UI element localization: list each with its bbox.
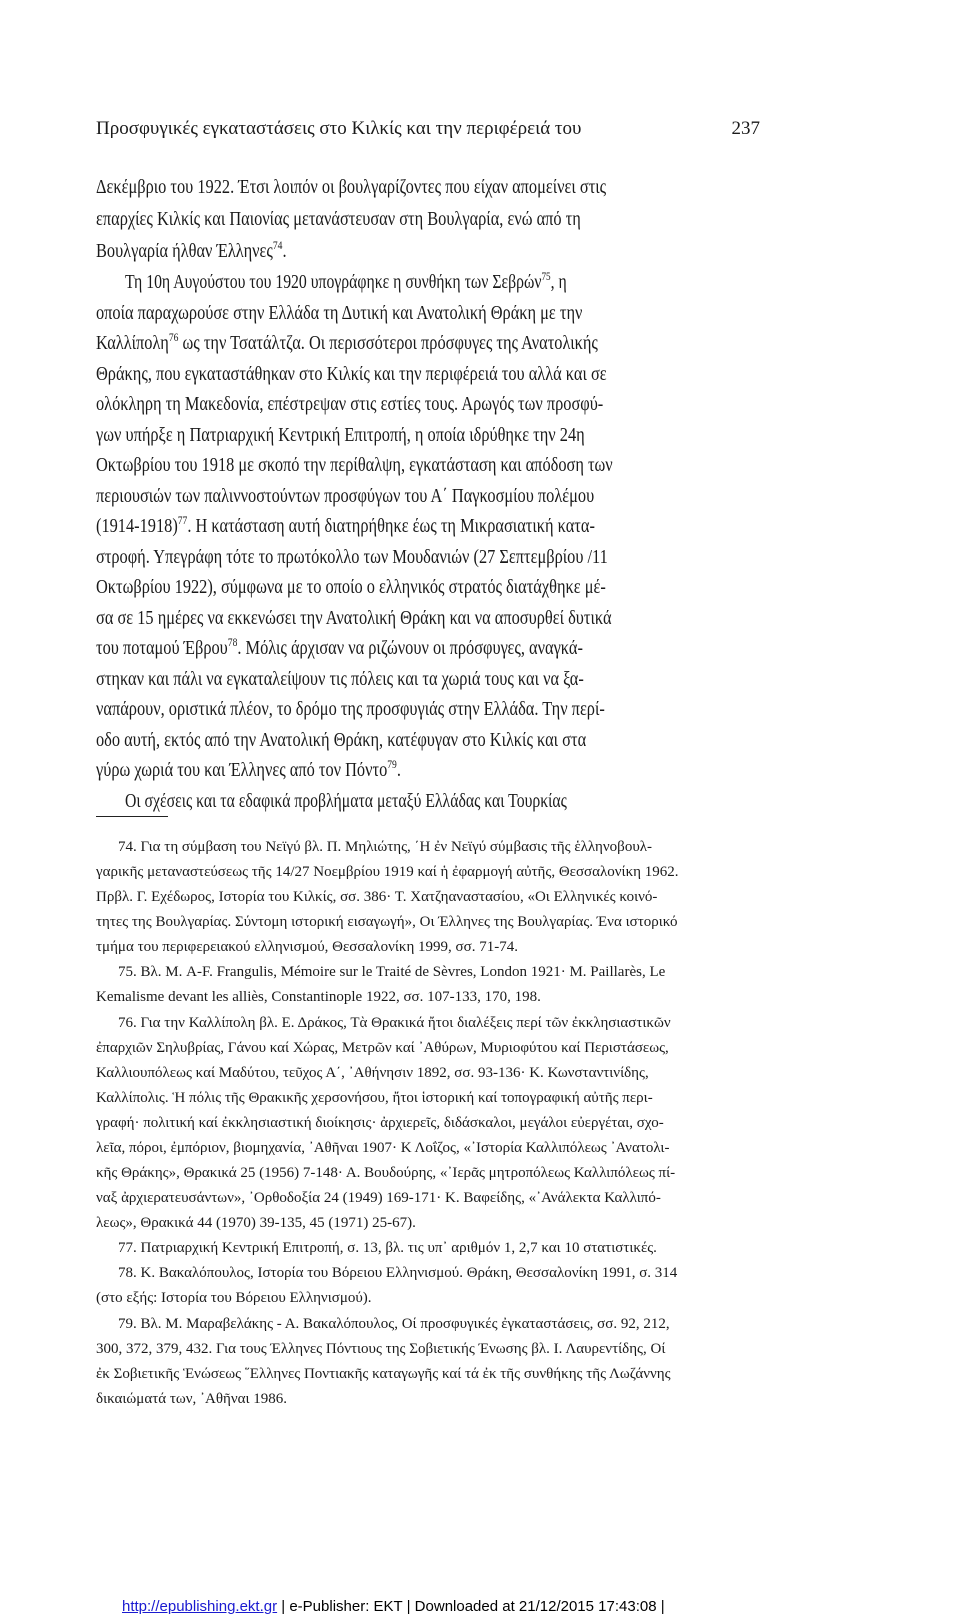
footnote-text: (στο εξής: Ιστορία του Βόρειου Ελληνισμού). [96,1290,372,1306]
footnote-text: ναξ ἀρχιερατευσάντων», ᾿Ορθοδοξία 24 (1949) 169-171· Κ. Βαφείδης, «᾿Ανάλεκτα Καλλιπό- [96,1190,661,1206]
body-line [96,364,862,385]
footnote-text: γραφή· πολιτική καί ἐκκλησιαστική διοίκησις· ἀρχιερεῖς, διδάσκαλοι, μεγάλοι εὐεργέται, σχο- [96,1115,664,1131]
body-line-text: Οκτωβρίου του 1918 με σκοπό την περίθαλψη, εγκατάσταση και απόδοση των [96,454,613,476]
footer-info: | e-Publisher: EKT | Downloaded at 21/12/2015 17:43:08 | [277,1598,665,1615]
footnote-line [96,865,678,880]
body-line [96,730,862,751]
body-line-text: ως την Τσατάλτζα. Οι περισσότεροι πρόσφυγες της Ανατολικής [178,332,598,354]
footnote-line [96,1041,669,1056]
body-line-text: στηκαν και πάλι να εγκαταλείψουν τις πόλεις και τα χωριά τους και να ξα- [96,668,584,690]
footnote-line [96,1367,671,1382]
body-line [96,577,862,598]
footnote-divider [96,816,168,817]
body-line-text: του ποταμού Έβρου [96,637,228,659]
footnote-ref[interactable]: 76 [168,330,179,344]
footnote-text: Πρβλ. Γ. Εχέδωρος, Ιστορία του Κιλκίς, σσ. 386· Τ. Χατζηαναστασίου, «Οι Ελληνικές κοινό- [96,889,658,905]
body-line-text: Δεκέμβριο του 1922. Έτσι λοιπόν οι βουλγαρίζοντες που είχαν απομείνει στις [96,176,607,198]
footnote-ref[interactable]: 78 [227,635,238,649]
footnote-text: 74. Για τη σύμβαση του Νεϊγύ βλ. Π. Μηλιώτης, ΄Η ἐν Νεϊγύ σύμβασις τῆς ἑλληνοβουλ- [118,839,653,855]
body-line [96,608,862,629]
body-line-text: , η [550,271,567,293]
footnote-line [118,840,652,855]
body-line-text: Καλλίπολη [96,332,169,354]
body-line [96,547,862,568]
footnote-text: γαρικῆς μεταναστεύσεως τῆς 14/27 Νοεμβρίου 1919 καί ἡ ἐφαρμογή αὐτῆς, Θεσσαλονίκη 1962. [96,864,679,880]
footnote-line [118,1266,677,1281]
footnote-line [96,1191,661,1206]
body-line-text: Βουλγαρία ήλθαν Έλληνες [96,240,273,262]
body-line [96,177,862,198]
body-line-text: γων υπήρξε η Πατριαρχική Κεντρική Επιτροπή, η οποία ιδρύθηκε την 24η [96,424,585,446]
footnote-text: 79. Βλ. Μ. Μαραβελάκης - Α. Βακαλόπουλος, Οί προσφυγικές ἐγκαταστάσεις, σσ. 92, 212, [118,1316,670,1332]
body-line-text: οποία παραχωρούσε στην Ελλάδα τη Δυτική και Ανατολική Θράκη με την [96,302,583,324]
footnote-line [96,1066,649,1081]
footnote-line [96,1342,665,1357]
footnote-line [96,1116,664,1131]
body-line [96,330,862,354]
footnote-line [96,1216,416,1231]
body-line-text: Οι σχέσεις και τα εδαφικά προβλήματα μεταξύ Ελλάδας και Τουρκίας [125,790,567,812]
body-line-text: οδο αυτή, εκτός από την Ανατολική Θράκη, κατέφυγαν στο Κιλκίς και στα [96,729,587,751]
body-line [125,791,862,812]
footnote-ref[interactable]: 79 [387,757,397,771]
footnote-line [118,1241,657,1256]
footnote-text: τμήμα του περιφερειακού ελληνισμού, Θεσσαλονίκη 1999, σσ. 71-74. [96,939,518,955]
footnote-line [96,990,541,1005]
footnote-line [118,1016,671,1031]
footnote-line [96,1166,675,1181]
body-line-text: ναπάρουν, οριστικά πλέον, το δρόμο της προσφυγιάς στην Ελλάδα. Την περί- [96,698,605,720]
body-line-text: γύρω χωριά του και Έλληνες από τον Πόντο [96,759,388,781]
running-head [96,118,760,140]
body-line [125,269,862,293]
footnote-text: 75. Βλ. Μ. A-F. Frangulis, Mémoire sur le Traité de Sèvres, London 1921· M. Paillarès, Le [118,964,666,980]
body-line [96,455,862,476]
body-line-text: . [396,759,401,781]
body-line-text: ολόκληρη τη Μακεδονία, επέστρεψαν στις εστίες τους. Αρωγός των προσφύ- [96,393,604,415]
body-line-text: περιουσιών των παλιννοστούντων προσφύγων του Α΄ Παγκοσμίου πολέμου [96,485,595,507]
footnote-line [96,890,657,905]
body-line [96,635,862,659]
footnote-line [96,915,677,930]
footnote-text: 300, 372, 379, 432. Για τους Έλληνες Πόντιους της Σοβιετικής Ένωσης βλ. Ι. Λαυρεντίδης, Οί [96,1341,666,1357]
footnote-line [96,1392,287,1407]
body-line-text: Οκτωβρίου 1922), σύμφωνα με το οποίο ο ελληνικός στρατός διατάχθηκε μέ- [96,576,606,598]
body-line-text: Θράκης, που εγκαταστάθηκαν στο Κιλκίς και την περιφέρειά του αλλά και σε [96,363,607,385]
footnote-text: ἐπαρχιῶν Σηλυβρίας, Γάνου καί Χώρας, Μετρῶν καί ᾿Αθύρων, Μυριοφύτου καί Περιστάσεως, [96,1040,669,1056]
footnote-text: δικαιώματά των, ᾿Αθῆναι 1986. [96,1391,288,1407]
body-line-text: . Η κατάσταση αυτή διατηρήθηκε έως τη Μικρασιατική κατα- [187,515,595,537]
footnote-line [96,1091,653,1106]
body-line-text: (1914-1918) [96,515,178,537]
footnote-text: 78. Κ. Βακαλόπουλος, Ιστορία του Βόρειου Ελληνισμού. Θράκη, Θεσσαλονίκη 1991, σ. 314 [118,1265,678,1281]
download-footer [122,1598,665,1615]
running-head-title: Προσφυγικές εγκαταστάσεις στο Κιλκίς και την περιφέρειά του [96,118,582,139]
body-line [96,209,862,230]
body-line-text: . [282,240,287,262]
body-line-text: στροφή. Υπεγράφη τότε το πρωτόκολλο των Μουδανιών (27 Σεπτεμβρίου /11 [96,546,608,568]
page-number: 237 [731,118,760,139]
body-line [96,238,862,262]
footnote-text: λεως», Θρακικά 44 (1970) 39-135, 45 (1971) 25-67). [96,1215,416,1231]
footnote-line [96,1141,669,1156]
body-line [96,757,862,781]
body-line [96,303,862,324]
footnote-text: Καλλίπολις. Ἡ πόλις τῆς Θρακικῆς χερσονήσου, ἤτοι ἱστορική καί τοπογραφική αὐτῆς περι- [96,1090,653,1106]
footnote-line [118,1317,670,1332]
footnote-text: Kemalisme devant les alliès, Constantinople 1922, σσ. 107-133, 170, 198. [96,989,541,1005]
footnote-ref[interactable]: 75 [541,269,551,283]
body-line [96,513,862,537]
footnote-text: τητες της Βουλγαρίας. Σύντομη ιστορική εισαγωγή», Οι Έλληνες της Βουλγαρίας. Ένα ιστορικό [96,914,678,930]
body-line [96,425,862,446]
epublishing-link[interactable]: http://epublishing.ekt.gr [122,1598,278,1615]
body-line [96,699,862,720]
footnote-text: λεῖα, πόροι, ἐμπόριον, βιομηχανία, ᾿Αθῆναι 1907· Κ Λοΐζος, «᾿Ιστορία Καλλιπόλεως ᾿Ανατολι- [96,1140,670,1156]
footnote-text: 77. Πατριαρχική Κεντρική Επιτροπή, σ. 13, βλ. τις υπ᾿ αριθμόν 1, 2,7 και 10 στατιστικές. [118,1240,657,1256]
body-line-text: . Μόλις άρχισαν να ριζώνουν οι πρόσφυγες, αναγκά- [237,637,583,659]
footnote-text: Καλλιουπόλεως καί Μαδύτου, τεῦχος Α΄, ᾿Αθήνησιν 1892, σσ. 93-136· Κ. Κωνσταντινίδης, [96,1065,649,1081]
footnote-text: ἐκ Σοβιετικῆς Ἑνώσεως ῞Ελληνες Ποντιακῆς καταγωγῆς καί τά ἐκ τῆς συνθήκης τῆς Λωζάννης [96,1366,671,1382]
footnote-line [96,1291,372,1306]
body-line [96,394,862,415]
body-line-text: Τη 10η Αυγούστου του 1920 υπογράφηκε η συνθήκη των Σεβρών [125,271,542,293]
body-line-text: επαρχίες Κιλκίς και Παιονίας μετανάστευσαν στη Βουλγαρία, ενώ από τη [96,208,581,230]
body-line-text: σα σε 15 ημέρες να εκκενώσει την Ανατολική Θράκη και να αποσυρθεί δυτικά [96,607,612,629]
footnote-ref[interactable]: 77 [177,513,188,527]
footnote-line [118,965,665,980]
footnote-text: 76. Για την Καλλίπολη βλ. Ε. Δράκος, Τὰ Θρακικά ἤτοι διαλέξεις περί τῶν ἐκκλησιαστικῶν [118,1015,671,1031]
footnote-ref[interactable]: 74 [272,238,283,252]
body-line [96,669,862,690]
footnote-text: κῆς Θράκης», Θρακικά 25 (1956) 7-148· Α. Βουδούρης, «᾿Ιερᾶς μητροπόλεως Καλλιπόλεως πί- [96,1165,676,1181]
body-line [96,486,862,507]
footnote-line [96,940,518,955]
